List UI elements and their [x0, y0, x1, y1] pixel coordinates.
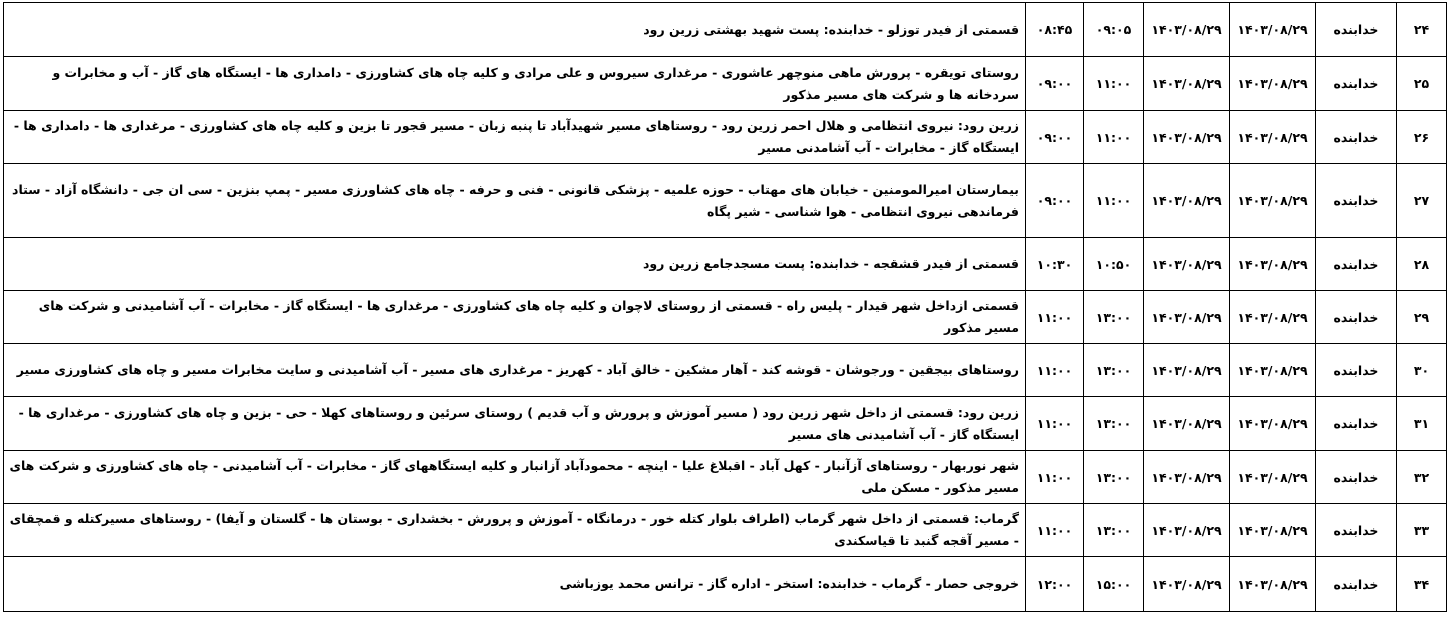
end-time-cell: ۱۰:۵۰ [1084, 238, 1144, 291]
start-time-cell: ۰۹:۰۰ [1026, 164, 1084, 238]
table-row [4, 504, 1447, 557]
row-number: ۳۳ [1397, 504, 1447, 557]
table-row [4, 111, 1447, 164]
city-cell: خدابنده [1316, 344, 1397, 397]
outage-table [3, 2, 1446, 612]
end-time-cell: ۱۳:۰۰ [1084, 451, 1144, 504]
start-time-cell: ۱۱:۰۰ [1026, 451, 1084, 504]
date-from-cell: ۱۴۰۳/۰۸/۲۹ [1230, 111, 1316, 164]
table-row [4, 238, 1447, 291]
start-time-cell: ۱۱:۰۰ [1026, 291, 1084, 344]
end-time-cell: ۱۱:۰۰ [1084, 164, 1144, 238]
city-cell: خدابنده [1316, 238, 1397, 291]
end-time-cell: ۱۱:۰۰ [1084, 111, 1144, 164]
row-number: ۲۸ [1397, 238, 1447, 291]
date-to-cell: ۱۴۰۳/۰۸/۲۹ [1144, 57, 1230, 111]
date-from-cell: ۱۴۰۳/۰۸/۲۹ [1230, 451, 1316, 504]
area-cell: بیمارستان امیرالمومنین - خیابان های مهتاب - حوزه علمیه - پزشکی قانونی - فنی و حرفه - چاه های کشاورزی مسیر - پمپ بنزین - سی ان جی - دانشگاه آزاد - ستاد فرماندهی نیروی انتظامی - هوا شناسی - شیر پگاه [4, 164, 1026, 238]
end-time-cell: ۱۵:۰۰ [1084, 557, 1144, 612]
city-cell: خدابنده [1316, 3, 1397, 57]
date-from-cell: ۱۴۰۳/۰۸/۲۹ [1230, 3, 1316, 57]
end-time-cell: ۱۳:۰۰ [1084, 397, 1144, 451]
area-cell: قسمتی از فیدر توزلو - خدابنده: پست شهید بهشتی زرین رود [4, 3, 1026, 57]
start-time-cell: ۱۱:۰۰ [1026, 397, 1084, 451]
table-row [4, 3, 1447, 57]
area-cell: زرین رود: قسمتی از داخل شهر زرین رود ( مسیر آموزش و پرورش و آب قدیم ) روستای سرئین و روستاهای کهلا - حی - بزین و چاه های کشاورزی - مرغداری ها - ایستگاه گاز - آب آشامیدنی های مسیر [4, 397, 1026, 451]
area-cell: زرین رود: نیروی انتظامی و هلال احمر زرین رود - روستاهای مسیر شهیدآباد تا پنبه زبان - مسیر قجور تا بزین و کلیه چاه های کشاورزی - مرغداری ها - دامداری ها - ایستگاه گاز - مخابرات - آب آشامدنی مسیر [4, 111, 1026, 164]
city-cell: خدابنده [1316, 164, 1397, 238]
date-to-cell: ۱۴۰۳/۰۸/۲۹ [1144, 238, 1230, 291]
date-from-cell: ۱۴۰۳/۰۸/۲۹ [1230, 557, 1316, 612]
table-row [4, 291, 1447, 344]
start-time-cell: ۰۹:۰۰ [1026, 111, 1084, 164]
table-row [4, 164, 1447, 238]
table-row [4, 57, 1447, 111]
row-number: ۲۵ [1397, 57, 1447, 111]
date-from-cell: ۱۴۰۳/۰۸/۲۹ [1230, 238, 1316, 291]
area-cell: قسمتی از فیدر قشقجه - خدابنده: پست مسجدجامع زرین رود [4, 238, 1026, 291]
date-to-cell: ۱۴۰۳/۰۸/۲۹ [1144, 557, 1230, 612]
start-time-cell: ۰۹:۰۰ [1026, 57, 1084, 111]
city-cell: خدابنده [1316, 111, 1397, 164]
city-cell: خدابنده [1316, 291, 1397, 344]
area-cell: قسمتی ازداخل شهر قیدار - پلیس راه - قسمتی از روستای لاچوان و کلیه چاه های کشاورزی - مرغداری ها - ایستگاه گاز - مخابرات - آب آشامیدنی و شرکت های مسیر مذکور [4, 291, 1026, 344]
end-time-cell: ۱۳:۰۰ [1084, 291, 1144, 344]
date-from-cell: ۱۴۰۳/۰۸/۲۹ [1230, 504, 1316, 557]
row-number: ۲۴ [1397, 3, 1447, 57]
area-cell: خروجی حصار - گرماب - خدابنده: استخر - اداره گاز - ترانس محمد یوزباشی [4, 557, 1026, 612]
start-time-cell: ۰۸:۴۵ [1026, 3, 1084, 57]
row-number: ۳۴ [1397, 557, 1447, 612]
row-number: ۳۲ [1397, 451, 1447, 504]
date-from-cell: ۱۴۰۳/۰۸/۲۹ [1230, 344, 1316, 397]
date-from-cell: ۱۴۰۳/۰۸/۲۹ [1230, 57, 1316, 111]
row-number: ۲۹ [1397, 291, 1447, 344]
city-cell: خدابنده [1316, 451, 1397, 504]
table-row [4, 451, 1447, 504]
row-number: ۳۱ [1397, 397, 1447, 451]
start-time-cell: ۱۰:۳۰ [1026, 238, 1084, 291]
area-cell: روستای تویقره - پرورش ماهی منوچهر عاشوری - مرغداری سیروس و علی مرادی و کلیه چاه های کشاورزی - دامداری ها - ایستگاه های گاز - آب و مخابرات و سردخانه ها و شرکت های مسیر مذکور [4, 57, 1026, 111]
schedule-table [3, 2, 1447, 612]
city-cell: خدابنده [1316, 397, 1397, 451]
table-row [4, 557, 1447, 612]
area-cell: گرماب: قسمتی از داخل شهر گرماب (اطراف بلوار کتله خور - درمانگاه - آموزش و پرورش - بخشداری - بوستان ها - گلستان و آیفا) - روستاهای مسیرکتله و قمچقای - مسیر آقجه گنبد تا قیاسکندی [4, 504, 1026, 557]
table-row [4, 397, 1447, 451]
start-time-cell: ۱۱:۰۰ [1026, 344, 1084, 397]
date-to-cell: ۱۴۰۳/۰۸/۲۹ [1144, 3, 1230, 57]
start-time-cell: ۱۲:۰۰ [1026, 557, 1084, 612]
end-time-cell: ۰۹:۰۵ [1084, 3, 1144, 57]
date-to-cell: ۱۴۰۳/۰۸/۲۹ [1144, 504, 1230, 557]
start-time-cell: ۱۱:۰۰ [1026, 504, 1084, 557]
area-cell: شهر نوربهار - روستاهای آزآنبار - کهل آباد - اقبلاغ علیا - اینچه - محمودآباد آزانبار و کلیه ایستگاههای گاز - مخابرات - آب آشامیدنی - چاه های کشاورزی و شرکت های مسیر مذکور - مسکن ملی [4, 451, 1026, 504]
row-number: ۲۷ [1397, 164, 1447, 238]
date-from-cell: ۱۴۰۳/۰۸/۲۹ [1230, 164, 1316, 238]
date-to-cell: ۱۴۰۳/۰۸/۲۹ [1144, 291, 1230, 344]
table-row [4, 344, 1447, 397]
end-time-cell: ۱۱:۰۰ [1084, 57, 1144, 111]
date-to-cell: ۱۴۰۳/۰۸/۲۹ [1144, 111, 1230, 164]
area-cell: روستاهای بیجقین - ورجوشان - قوشه کند - آهار مشکین - خالق آباد - کهریز - مرغداری های مسیر - آب آشامیدنی و سایت مخابرات مسیر و چاه های کشاورزی مسیر [4, 344, 1026, 397]
date-to-cell: ۱۴۰۳/۰۸/۲۹ [1144, 344, 1230, 397]
end-time-cell: ۱۳:۰۰ [1084, 344, 1144, 397]
row-number: ۲۶ [1397, 111, 1447, 164]
date-to-cell: ۱۴۰۳/۰۸/۲۹ [1144, 451, 1230, 504]
end-time-cell: ۱۳:۰۰ [1084, 504, 1144, 557]
date-to-cell: ۱۴۰۳/۰۸/۲۹ [1144, 397, 1230, 451]
city-cell: خدابنده [1316, 504, 1397, 557]
date-from-cell: ۱۴۰۳/۰۸/۲۹ [1230, 291, 1316, 344]
city-cell: خدابنده [1316, 57, 1397, 111]
city-cell: خدابنده [1316, 557, 1397, 612]
row-number: ۳۰ [1397, 344, 1447, 397]
date-to-cell: ۱۴۰۳/۰۸/۲۹ [1144, 164, 1230, 238]
date-from-cell: ۱۴۰۳/۰۸/۲۹ [1230, 397, 1316, 451]
